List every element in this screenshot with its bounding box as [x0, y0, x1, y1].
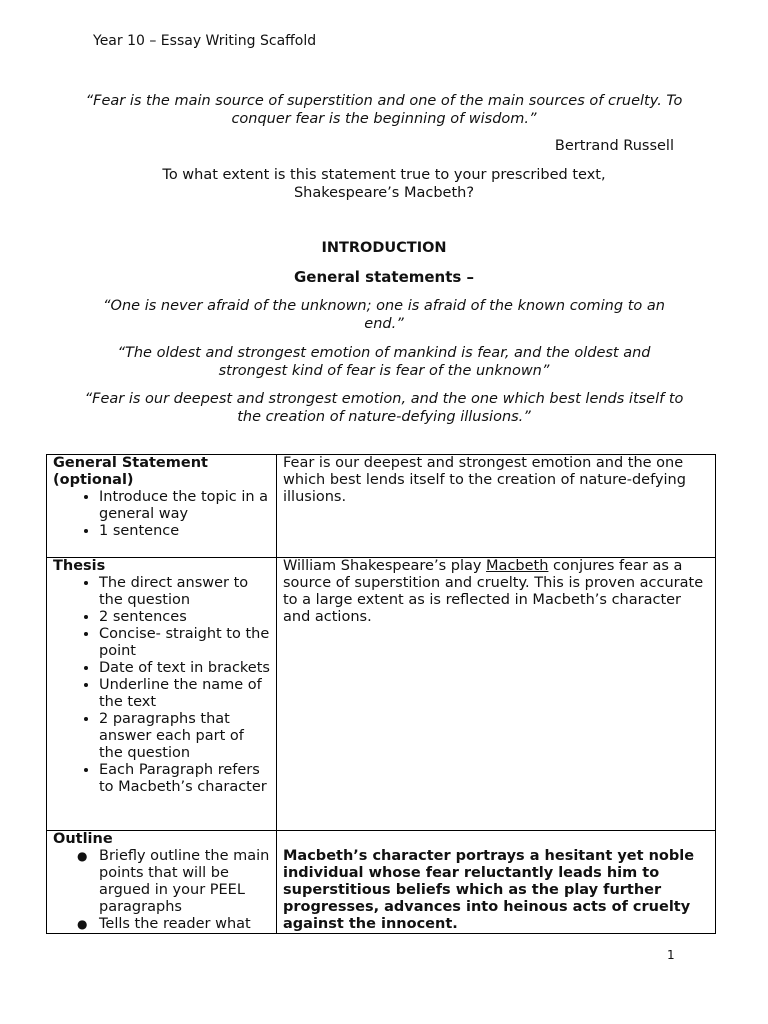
general-statement-cell	[47, 455, 277, 558]
list-item: • 2 sentences	[99, 609, 270, 626]
quote-1: “One is never afraid of the unknown; one is afraid of the known coming to an end.”	[103, 298, 665, 332]
thesis-content	[277, 558, 716, 831]
list-item: ● Briefly outline the main points that will be argued in your PEEL paragraphs	[99, 848, 270, 916]
quote-3: “Fear is our deepest and strongest emotion, and the one which best lends itself to the creation of nature-defying illusions.”	[84, 391, 684, 425]
table-row-general	[47, 455, 716, 558]
outline-bullets	[53, 848, 270, 933]
general-statements-heading: General statements –	[293, 268, 475, 286]
page-number: 1	[667, 948, 675, 962]
list-item: ● Tells the reader what	[99, 916, 270, 933]
outline-cell	[47, 831, 277, 934]
table-row-thesis	[47, 558, 716, 831]
list-item: • Introduce the topic in a general way	[99, 489, 270, 523]
introduction-heading: INTRODUCTION	[321, 240, 447, 256]
table-row-outline	[47, 831, 716, 934]
general-statement-label: General Statement (optional)	[53, 455, 208, 488]
list-item: • The direct answer to the question	[99, 575, 270, 609]
general-statement-bullets	[53, 489, 270, 540]
quote-attribution: Bertrand Russell	[554, 138, 674, 154]
thesis-cell	[47, 558, 277, 831]
opening-quote: “Fear is the main source of superstition and one of the main sources of cruelty. To conquer fear is the beginning of wisdom.”	[85, 93, 683, 127]
thesis-label: Thesis	[53, 558, 106, 574]
outline-content-cell	[277, 831, 716, 934]
list-item: • Date of text in brackets	[99, 660, 270, 677]
thesis-text-end: conjures fear as a source of superstition and cruelty. This is proven accurate to a large extent as is reflected in Macbeth’s character and actions.	[283, 558, 704, 625]
list-item: • Concise- straight to the point	[99, 626, 270, 660]
list-item: • 2 paragraphs that answer each part of the question	[99, 711, 270, 762]
list-item: • Each Paragraph refers to Macbeth’s character	[99, 762, 270, 796]
thesis-text-start: William Shakespeare’s play	[283, 558, 487, 574]
outline-label: Outline	[53, 831, 113, 847]
outline-content: Macbeth’s character portrays a hesitant yet noble individual whose fear reluctantly leads him to superstitious beliefs which as the play further progresses, advances into heinous acts of cruelty against the innocent.	[283, 848, 695, 932]
quote-2: “The oldest and strongest emotion of mankind is fear, and the oldest and strongest kind of fear is fear of the unknown”	[117, 345, 651, 379]
list-item: • 1 sentence	[99, 523, 270, 540]
document-header: Year 10 – Essay Writing Scaffold	[93, 33, 317, 49]
list-item: • Underline the name of the text	[99, 677, 270, 711]
thesis-bullets	[53, 575, 270, 796]
essay-question: To what extent is this statement true to your prescribed text, Shakespeare’s Macbeth?	[162, 167, 606, 201]
text-title: Macbeth	[486, 558, 549, 574]
general-statement-content: Fear is our deepest and strongest emotion and the one which best lends itself to the creation of nature-defying illusions.	[277, 455, 716, 558]
scaffold-table	[46, 454, 716, 934]
